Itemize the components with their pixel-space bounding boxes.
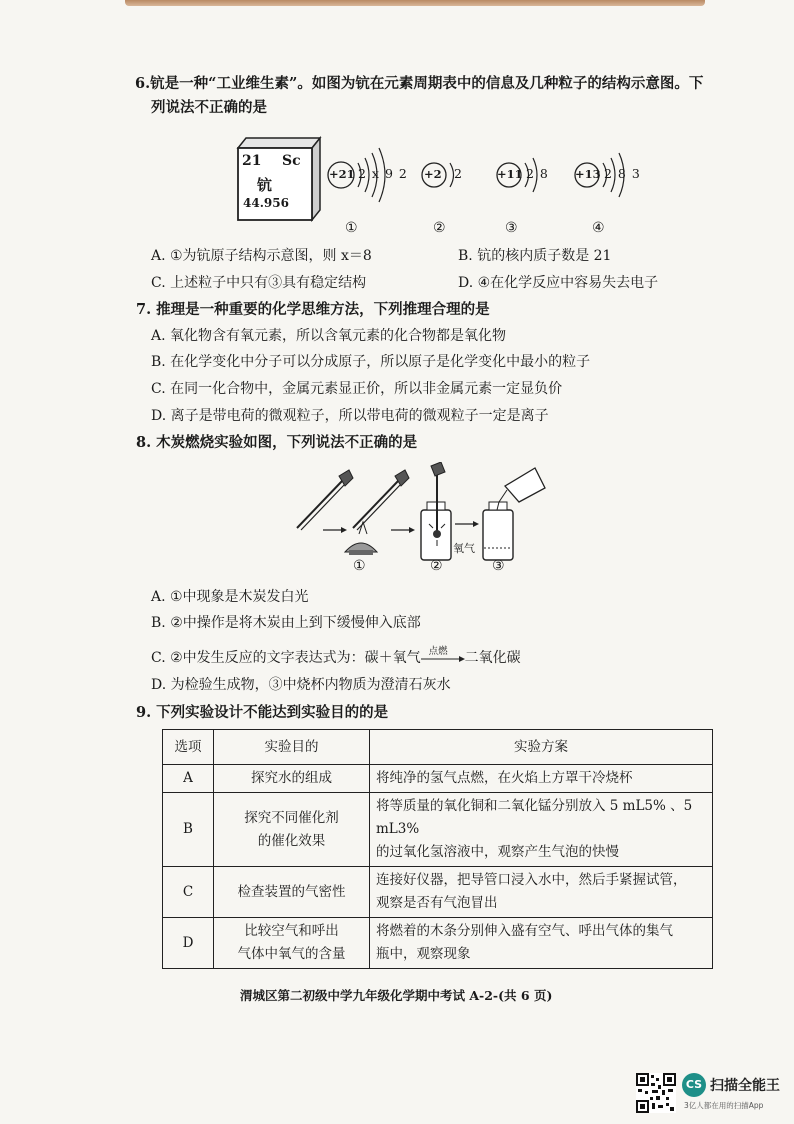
q6-option-c: C. 上述粒子中只有③具有稳定结构 (151, 275, 367, 291)
q8-option-b: B. ②中操作是将木炭由上到下缓慢伸入底部 (151, 615, 421, 631)
q8-option-c-product: 二氧化碳 (464, 650, 521, 666)
row-purpose (214, 918, 370, 969)
row-plan (370, 867, 713, 918)
particle-diagram-1 (326, 150, 408, 200)
element-symbol: Sc (282, 153, 301, 169)
q8-option-a: A. ①中现象是木炭发白光 (151, 589, 309, 605)
scanner-app-name: 扫描全能王 (710, 1078, 780, 1094)
q8-option-c-reactants: C. ②中发生反应的文字表达式为：碳＋氧气 (151, 650, 421, 666)
q6-option-b: B. 钪的核内质子数是 21 (458, 248, 612, 264)
charcoal-experiment-figure (293, 462, 553, 574)
scanner-tagline: 3亿人都在用的扫描App (684, 1101, 764, 1110)
qr-code-icon (636, 1073, 676, 1113)
table-row (163, 765, 713, 793)
element-box-scandium (230, 138, 310, 218)
plan-line: 瓶中，观察现象 (376, 946, 471, 962)
row-option: D (163, 918, 214, 969)
row-option: C (163, 867, 214, 918)
shells-2: 2 (454, 166, 462, 181)
q7-option-b: B. 在化学变化中分子可以分成原子，所以原子是化学变化中最小的粒子 (151, 354, 591, 370)
q7-option-c: C. 在同一化合物中，金属元素显正价，所以非金属元素一定显负价 (151, 381, 563, 397)
plan-line: 连接好仪器，把导管口浸入水中，然后手紧握试管， (376, 872, 687, 888)
plan-line: 的过氧化氢溶液中，观察产生气泡的快慢 (376, 844, 619, 860)
q8-option-c (151, 648, 521, 668)
row-plan (370, 918, 713, 969)
figure-label-3: ③ (492, 558, 505, 574)
q7-option-d: D. 离子是带电荷的微观粒子，所以带电荷的微观粒子一定是离子 (151, 408, 549, 424)
particle-label-4: ④ (592, 220, 605, 236)
table-header-row (163, 730, 713, 765)
plan-line: 观察是否有气泡冒出 (376, 895, 498, 911)
nucleus-4: +13 (575, 167, 601, 181)
table-row (163, 867, 713, 918)
element-number: 21 (242, 153, 262, 169)
q7-stem: 7. 推理是一种重要的化学思维方法，下列推理合理的是 (136, 301, 490, 318)
row-plan (370, 765, 713, 793)
row-purpose (214, 793, 370, 867)
figure-label-2: ② (430, 558, 443, 574)
plan-line: 将等质量的氧化铜和二氧化锰分别放入 5 mL5% 、5 mL3% (376, 798, 693, 837)
element-mass: 44.956 (243, 196, 289, 210)
row-plan (370, 793, 713, 867)
q6-option-d: D. ④在化学反应中容易失去电子 (458, 275, 659, 291)
figure-label-1: ① (353, 558, 366, 574)
purpose-line: 的催化效果 (257, 832, 326, 849)
q8-stem: 8. 木炭燃烧实验如图，下列说法不正确的是 (136, 434, 418, 451)
row-option: B (163, 793, 214, 867)
row-option: A (163, 765, 214, 793)
particle-label-3: ③ (505, 220, 518, 236)
element-name: 钪 (257, 176, 273, 194)
reaction-condition: 点燃 (428, 646, 448, 657)
table-row (163, 793, 713, 867)
particle-diagram-4 (573, 150, 643, 200)
header-purpose: 实验目的 (214, 730, 370, 765)
reaction-arrow (421, 646, 465, 665)
shells-4: 2 8 3 (604, 166, 641, 181)
q6-option-a: A. ①为钪原子结构示意图，则 x＝8 (151, 248, 372, 264)
nucleus-2: +2 (424, 167, 442, 181)
table-row (163, 918, 713, 969)
oxygen-label: 氧气 (453, 542, 475, 555)
purpose-line: 探究不同催化剂 (244, 809, 339, 826)
plan-line: 将纯净的氢气点燃，在火焰上方罩干冷烧杯 (376, 770, 633, 786)
q9-experiment-table (162, 729, 713, 969)
row-purpose (214, 867, 370, 918)
top-edge-stripe (125, 0, 705, 6)
q8-option-d: D. 为检验生成物，③中烧杯内物质为澄清石灰水 (151, 677, 451, 693)
shells-1: 2 x 9 2 (358, 166, 408, 181)
q7-option-a: A. 氧化物含有氧元素，所以含氧元素的化合物都是氧化物 (151, 328, 507, 344)
header-plan: 实验方案 (370, 730, 713, 765)
plan-line: 将燃着的木条分别伸入盛有空气、呼出气体的集气 (376, 923, 673, 939)
row-purpose (214, 765, 370, 793)
q6-stem-line2: 列说法不正确的是 (151, 99, 267, 116)
q9-stem: 9. 下列实验设计不能达到实验目的的是 (136, 704, 389, 721)
particle-diagram-3 (495, 150, 555, 200)
purpose-line: 检查装置的气密性 (237, 883, 346, 900)
purpose-line: 比较空气和呼出 (244, 923, 339, 939)
shells-3: 2 8 (526, 166, 549, 181)
camscanner-logo-icon: CS (682, 1073, 706, 1097)
nucleus-1: +21 (329, 167, 355, 181)
page-footer: 渭城区第二初级中学九年级化学期中考试 A-2-(共 6 页) (240, 988, 553, 1003)
nucleus-3: +11 (497, 167, 523, 181)
q6-stem-line1: 6.钪是一种“工业维生素”。如图为钪在元素周期表中的信息及几种粒子的结构示意图。下 (135, 75, 704, 92)
particle-label-2: ② (433, 220, 446, 236)
header-option: 选项 (163, 730, 214, 765)
purpose-line: 气体中氧气的含量 (237, 946, 346, 962)
particle-label-1: ① (345, 220, 358, 236)
particle-diagram-2 (420, 150, 470, 200)
purpose-line: 探究水的组成 (251, 770, 332, 786)
